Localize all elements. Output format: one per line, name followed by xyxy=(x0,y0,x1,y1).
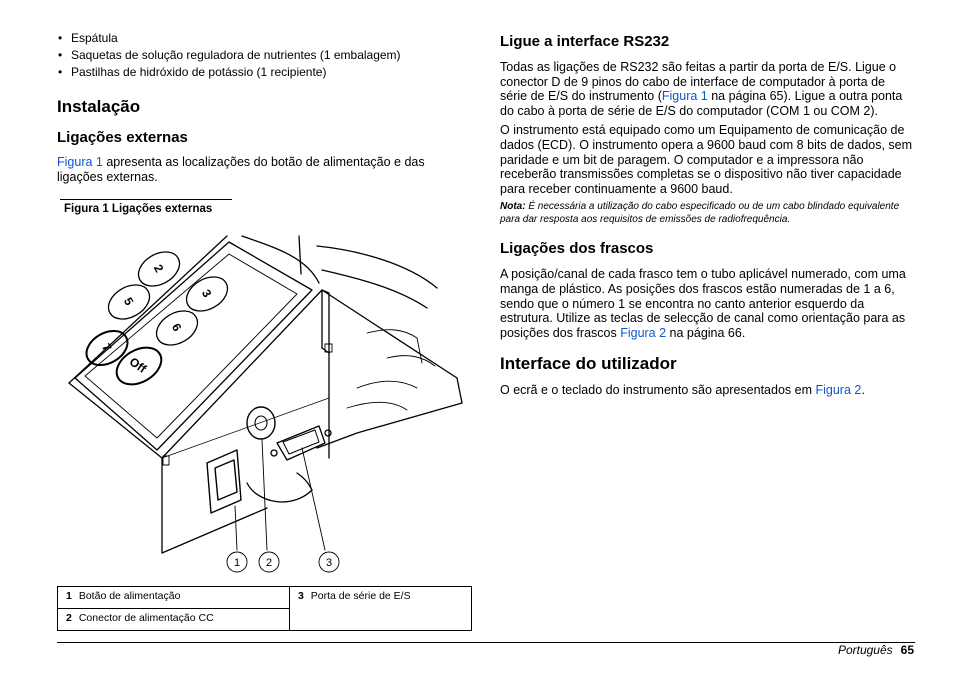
key-off: Off xyxy=(126,354,150,376)
page-footer xyxy=(838,643,914,657)
right-column xyxy=(500,30,915,398)
key-3: 3 xyxy=(198,287,215,300)
ecd-paragraph: O instrumento está equipado como um Equipamento de comunicação de dados (ECD). O instrumento opera a 9600 baud com 8 bits de dados, sem paridade e um bit de paragem. O computador e a impressora não receberão transmissões completas se o dispositivo não tiver capacidade para receber continuamente a 9600 baud. xyxy=(500,123,913,196)
figure-caption: Figura 1 Ligações externas xyxy=(64,203,213,215)
list-item: • Pastilhas de hidróxido de potássio (1 recipiente) xyxy=(71,64,472,81)
frascos-paragraph: A posição/canal de cada frasco tem o tubo aplicável numerado, com uma manga de plástico. As posições dos frascos estão numeradas de 1 a 6, sendo que o número 1 se encontra no canto anterior esquerdo da estrutura. Utilize as teclas de selecção de canal como orientação para as posições dos frascos Figura 2 na página 66. xyxy=(500,267,906,340)
legend-cell: 2 Conector de alimentação CC xyxy=(58,609,290,631)
figure-2-link[interactable]: Figura 2 xyxy=(620,325,667,340)
callout-3: 3 xyxy=(325,557,333,569)
callout-2: 2 xyxy=(265,557,273,569)
footer-rule xyxy=(57,642,915,643)
rs232-paragraph: Todas as ligações de RS232 são feitas a partir da porta de E/S. Ligue o conector D de 9 pinos do cabo de interface de computador à porta de série de E/S do instrumento (Figura 1 na página 65). Ligue a outra ponta do cabo à porta de série de E/S do computador (COM 1 ou COM 2). xyxy=(500,60,903,118)
heading-interface-utilizador: Interface do utilizador xyxy=(500,354,677,374)
figure-legend-table xyxy=(57,586,472,631)
intro-paragraph: Figura 1 apresenta as localizações do botão de alimentação e das ligações externas. xyxy=(57,155,425,184)
callout-1: 1 xyxy=(233,557,241,569)
table-row xyxy=(58,587,472,609)
parts-list xyxy=(57,30,472,81)
list-item: • Espátula xyxy=(71,30,472,47)
list-item: • Saquetas de solução reguladora de nutrientes (1 embalagem) xyxy=(71,47,472,64)
caption-rule xyxy=(60,199,232,200)
legend-cell: 1 Botão de alimentação xyxy=(58,587,290,609)
footer-language: Português xyxy=(837,643,893,657)
legend-cell: 3 Porta de série de E/S xyxy=(289,587,471,631)
heading-ligacoes-externas: Ligações externas xyxy=(57,129,188,146)
heading-rs232: Ligue a interface RS232 xyxy=(500,33,670,50)
key-6: 6 xyxy=(168,321,185,334)
heading-ligacoes-frascos: Ligações dos frascos xyxy=(500,240,654,258)
figure-1-link[interactable]: Figura 1 xyxy=(661,89,708,104)
key-7: 7 xyxy=(98,341,115,354)
key-2: 2 xyxy=(150,262,167,275)
left-column xyxy=(57,30,472,184)
note-paragraph: Nota: É necessária a utilização do cabo especificado ou de um cabo blindado equivalente para dar resposta aos requisitos de emissões de radiofrequência. xyxy=(500,201,900,226)
heading-instalacao: Instalação xyxy=(57,97,141,116)
figure-1-link[interactable]: Figura 1 xyxy=(57,155,103,169)
key-5: 5 xyxy=(120,295,137,308)
ui-paragraph: O ecrã e o teclado do instrumento são apresentados em Figura 2. xyxy=(500,383,865,398)
figure-2-link[interactable]: Figura 2 xyxy=(815,383,862,398)
page-number: 65 xyxy=(900,643,914,657)
figure-external-connections xyxy=(57,228,472,578)
